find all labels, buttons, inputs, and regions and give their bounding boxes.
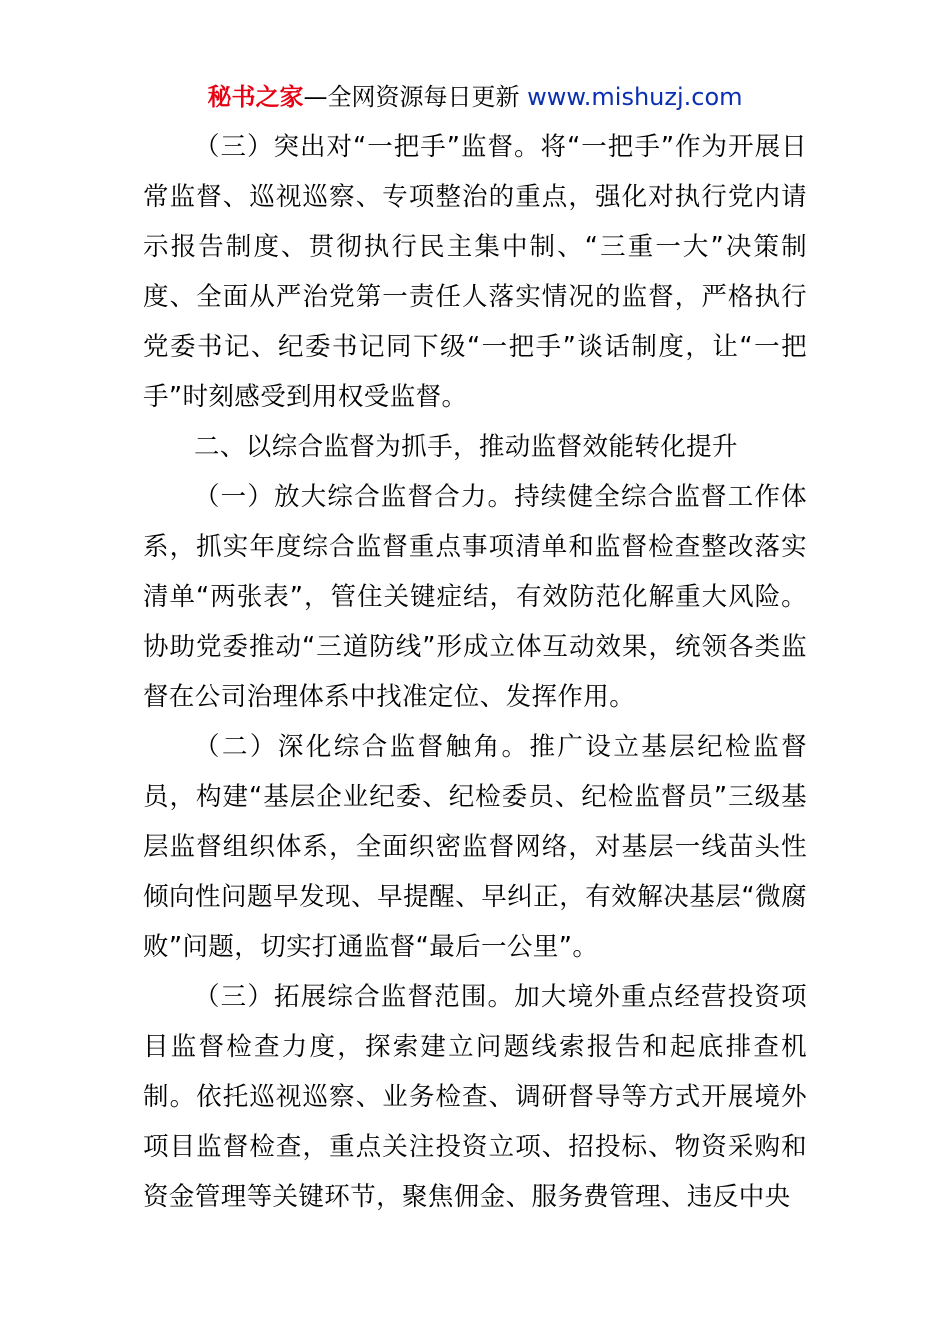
document-body <box>143 122 807 1222</box>
page-header <box>0 80 950 114</box>
paragraph-expand-synergy: （一）放大综合监督合力。持续健全综合监督工作体系，抓实年度综合监督重点事项清单和监督检查整改落实清单“两张表”，管住关键症结，有效防范化解重大风险。协助党委推动“三道防线”形成立体互动效果，统领各类监督在公司治理体系中找准定位、发挥作用。 <box>143 482 807 712</box>
header-tagline: —全网资源每日更新 <box>303 83 528 111</box>
header-brand: 秘书之家 <box>207 83 304 111</box>
paragraph-oversight-top-leader: （三）突出对“一把手”监督。将“一把手”作为开展日常监督、巡视巡察、专项整治的重点，强化对执行党内请示报告制度、贯彻执行民主集中制、“三重一大”决策制度、全面从严治党第一责任人落实情况的监督，严格执行党委书记、纪委书记同下级“一把手”谈话制度，让“一把手”时刻感受到用权受监督。 <box>143 132 807 412</box>
paragraph-deepen-reach: （二）深化综合监督触角。推广设立基层纪检监督员，构建“基层企业纪委、纪检委员、纪检监督员”三级基层监督组织体系，全面织密监督网络，对基层一线苗头性倾向性问题早发现、早提醒、早纠正，有效解决基层“微腐败”问题，切实打通监督“最后一公里”。 <box>143 732 807 962</box>
paragraph-extend-scope: （三）拓展综合监督范围。加大境外重点经营投资项目监督检查力度，探索建立问题线索报告和起底排查机制。依托巡视巡察、业务检查、调研督导等方式开展境外项目监督检查，重点关注投资立项、招投标、物资采购和资金管理等关键环节，聚焦佣金、服务费管理、违反中央 <box>143 982 807 1212</box>
section-heading-comprehensive-oversight: 二、以综合监督为抓手，推动监督效能转化提升 <box>194 432 738 462</box>
header-url-link[interactable]: www.mishuzj.com <box>527 83 743 111</box>
